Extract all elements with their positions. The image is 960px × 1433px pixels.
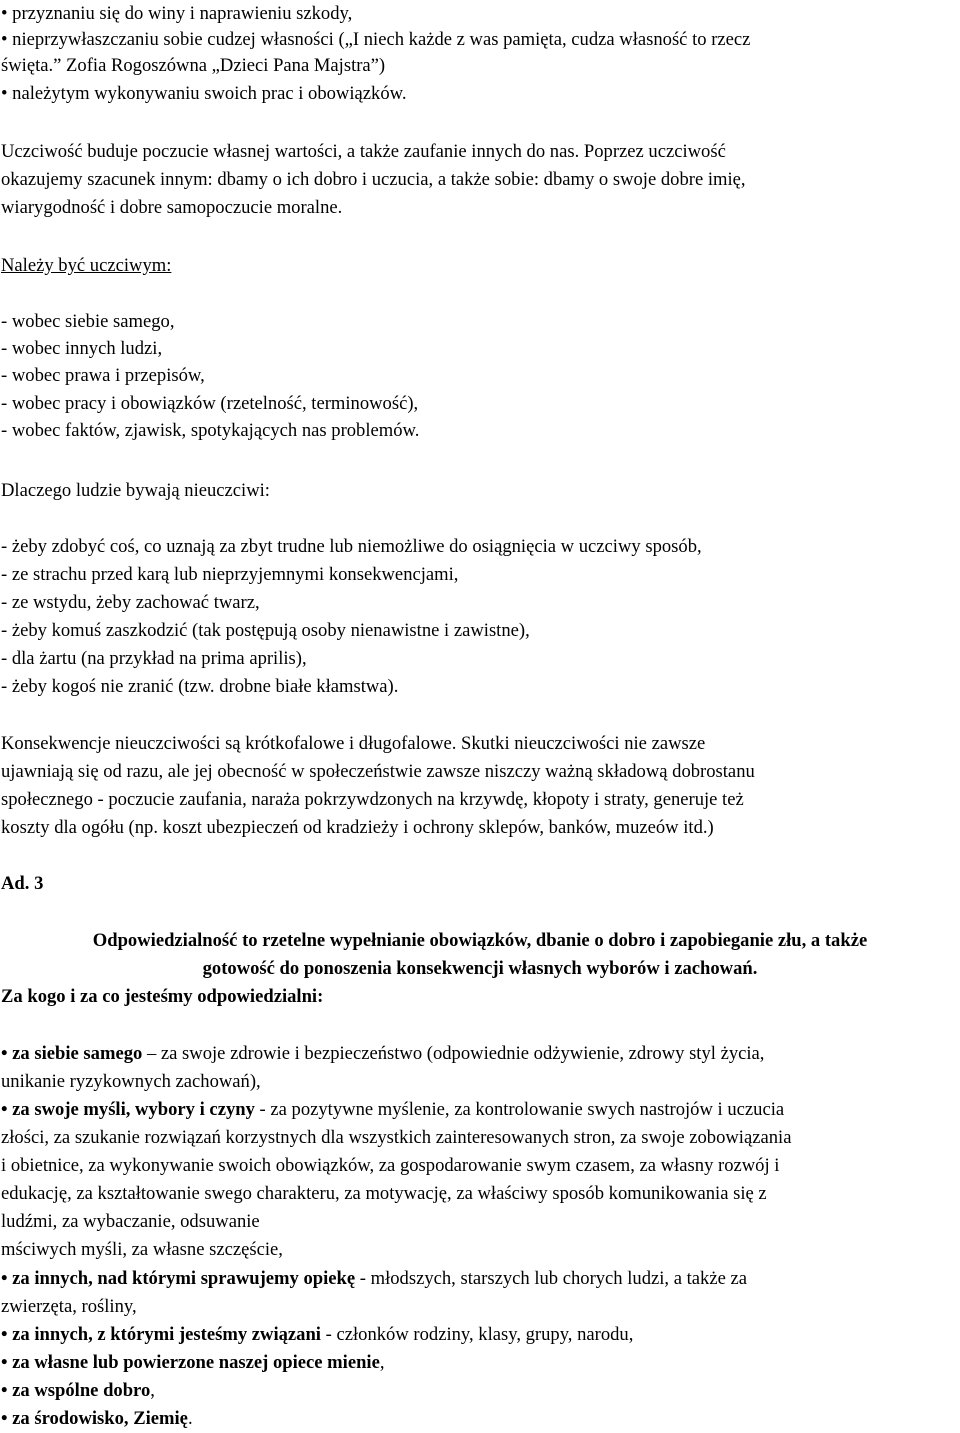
consequences-line: Konsekwencje nieuczciwości są krótkofalowe i długofalowe. Skutki nieuczciwości nie zawsze — [1, 733, 706, 754]
intro-bullet-property: • nieprzywłaszczaniu sobie cudzej własności („I niech każde z was pamięta, cudza własność to rzecz — [1, 29, 751, 50]
responsibility-item-cont: ludźmi, za wybaczanie, odsuwanie — [1, 1211, 260, 1232]
definition-line: Odpowiedzialność to rzetelne wypełnianie obowiązków, dbanie o dobro i zapobieganie złu, a także — [92, 930, 868, 951]
item-text: - młodszych, starszych lub chorych ludzi, a także za — [355, 1268, 748, 1289]
item-lead: • za swoje myśli, wybory i czyny — [1, 1099, 255, 1120]
why-dishonest-heading: Dlaczego ludzie bywają nieuczciwi: — [1, 480, 270, 501]
responsibility-item-self — [1, 1040, 764, 1068]
be-honest-item: - wobec prawa i przepisów, — [1, 365, 205, 386]
be-honest-item: - wobec pracy i obowiązków (rzetelność, terminowość), — [1, 393, 419, 414]
responsibility-item-cont: mściwych myśli, za własne szczęście, — [1, 1239, 283, 1260]
item-lead: • za innych, z którymi jesteśmy związani — [1, 1324, 321, 1345]
responsibility-item-common — [1, 1377, 155, 1405]
item-lead: • za własne lub powierzone naszej opiece mienie — [1, 1352, 380, 1373]
responsibility-item-cont: i obietnice, za wykonywanie swoich obowiązków, za gospodarowanie swym czasem, za własny rozwój i — [1, 1155, 780, 1176]
item-text: - członków rodziny, klasy, grupy, narodu, — [320, 1324, 634, 1345]
section-label: Ad. 3 — [1, 873, 44, 894]
honesty-paragraph-line: okazujemy szacunek innym: dbamy o ich dobro i uczucia, a także sobie: dbamy o swoje dobre imię, — [1, 169, 746, 190]
responsibility-question: Za kogo i za co jesteśmy odpowiedzialni: — [1, 986, 324, 1007]
consequences-line: koszty dla ogółu (np. koszt ubezpieczeń od kradzieży i ochrony sklepów, banków, muzeów itd.) — [1, 817, 714, 838]
item-text: , — [379, 1352, 385, 1373]
responsibility-item-environment — [1, 1405, 193, 1433]
responsibility-item-cont: unikanie ryzykownych zachowań), — [1, 1071, 261, 1092]
responsibility-item-care — [1, 1265, 747, 1293]
item-text: - za pozytywne myślenie, za kontrolowanie swych nastrojów i uczucia — [254, 1099, 785, 1120]
responsibility-item-property — [1, 1349, 385, 1377]
item-text: . — [187, 1408, 193, 1429]
responsibility-item-cont: złości, za szukanie rozwiązań korzystnych dla wszystkich zainteresowanych stron, za swoje zobowiązania — [1, 1127, 792, 1148]
why-dishonest-item: - żeby komuś zaszkodzić (tak postępują osoby nienawistne i zawistne), — [1, 620, 530, 641]
be-honest-heading: Należy być uczciwym: — [1, 255, 172, 276]
honesty-paragraph-line: wiarygodność i dobre samopoczucie moralne. — [1, 197, 343, 218]
item-lead: • za wspólne dobro — [1, 1380, 151, 1401]
why-dishonest-item: - ze strachu przed karą lub nieprzyjemnymi konsekwencjami, — [1, 564, 459, 585]
why-dishonest-item: - dla żartu (na przykład na prima aprilis), — [1, 648, 307, 669]
be-honest-item: - wobec siebie samego, — [1, 311, 175, 332]
item-text: – za swoje zdrowie i bezpieczeństwo (odpowiednie odżywienie, zdrowy styl życia, — [142, 1043, 765, 1064]
consequences-line: ujawniają się od razu, ale jej obecność w społeczeństwie zawsze niszczy ważną składową dobrostanu — [1, 761, 755, 782]
intro-bullet-duties: • należytym wykonywaniu swoich prac i obowiązków. — [1, 83, 407, 104]
intro-bullet-confession: • przyznaniu się do winy i naprawieniu szkody, — [1, 3, 353, 24]
item-lead: • za siebie samego — [1, 1043, 143, 1064]
responsibility-item-cont: zwierzęta, rośliny, — [1, 1296, 137, 1317]
honesty-paragraph-line: Uczciwość buduje poczucie własnej wartości, a także zaufanie innych do nas. Poprzez uczciwość — [1, 141, 726, 162]
why-dishonest-item: - żeby kogoś nie zranić (tzw. drobne białe kłamstwa). — [1, 676, 399, 697]
consequences-line: społecznego - poczucie zaufania, naraża pokrzywdzonych na krzywdę, kłopoty i straty, generuje też — [1, 789, 744, 810]
intro-bullet-property-cont: święta.” Zofia Rogoszówna „Dzieci Pana Majstra”) — [1, 55, 386, 76]
item-lead: • za środowisko, Ziemię — [1, 1408, 188, 1429]
why-dishonest-item: - ze wstydu, żeby zachować twarz, — [1, 592, 260, 613]
responsibility-item-thoughts — [1, 1096, 784, 1124]
responsibility-item-cont: edukację, za kształtowanie swego charakteru, za motywację, za właściwy sposób komunikowania się z — [1, 1183, 767, 1204]
why-dishonest-item: - żeby zdobyć coś, co uznają za zbyt trudne lub niemożliwe do osiągnięcia w uczciwy sposób, — [1, 536, 702, 557]
item-text: , — [150, 1380, 155, 1401]
responsibility-item-related — [1, 1321, 633, 1349]
be-honest-item: - wobec innych ludzi, — [1, 338, 163, 359]
be-honest-item: - wobec faktów, zjawisk, spotykających nas problemów. — [1, 420, 420, 441]
definition-line: gotowość do ponoszenia konsekwencji własnych wyborów i zachowań. — [202, 958, 758, 979]
item-lead: • za innych, nad którymi sprawujemy opiekę — [1, 1268, 356, 1289]
